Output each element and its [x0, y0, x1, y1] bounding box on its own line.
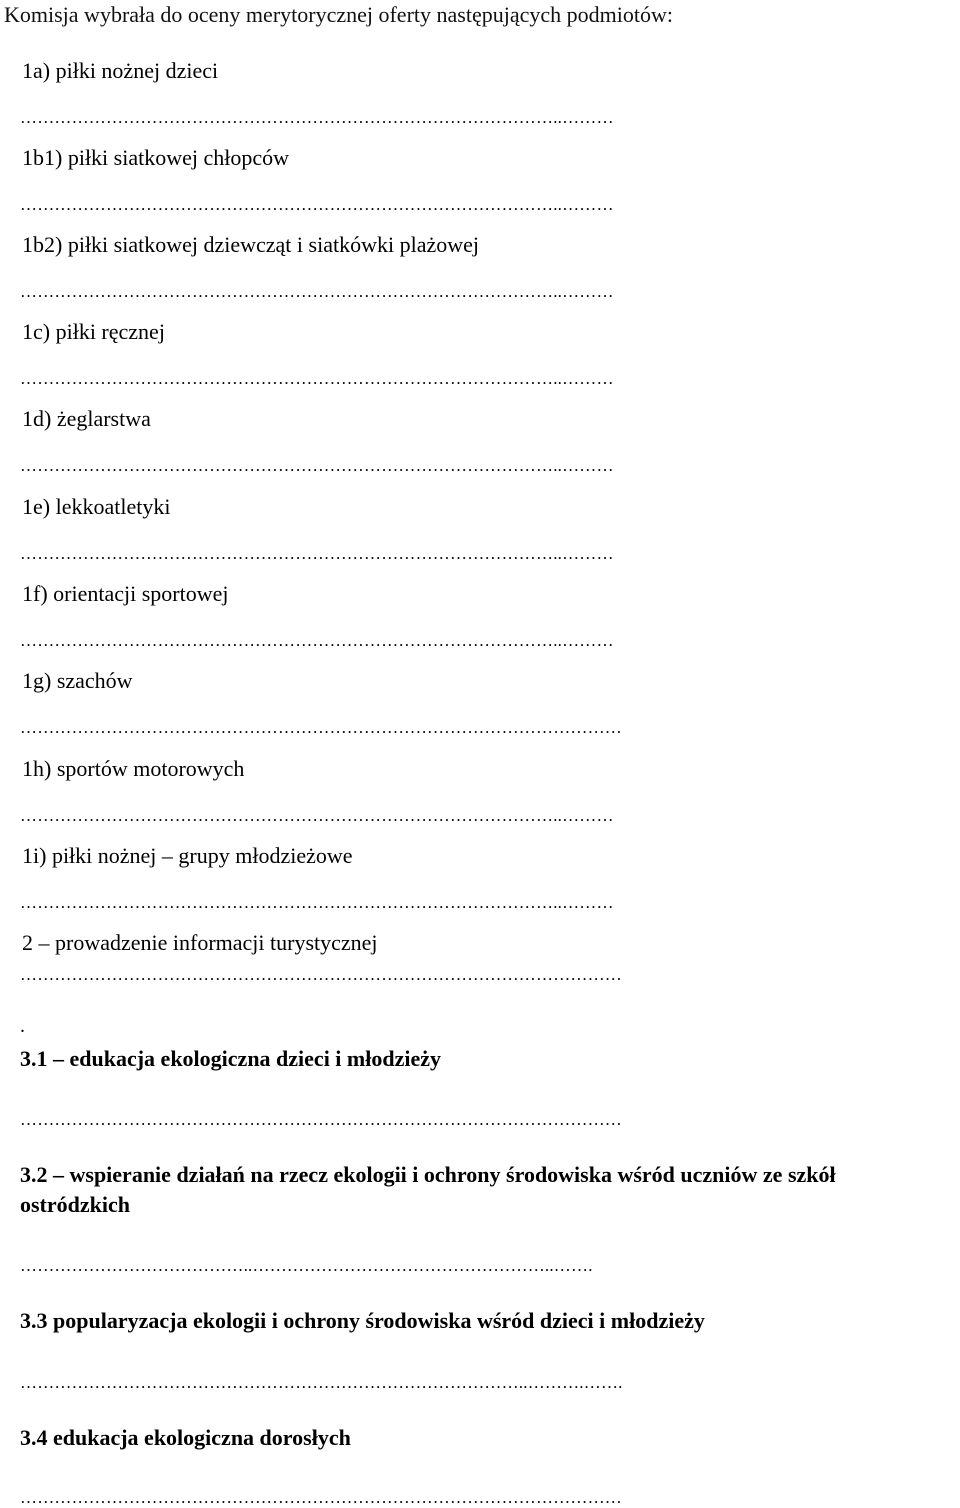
section-3-3-dots: ……………………………………………………………………………..……….…….	[20, 1373, 623, 1392]
item-dots-1g: ……………………………………………………………………………………………	[20, 718, 622, 737]
item-dots-1b1: …………………………………………………………………………………..………	[20, 195, 614, 214]
section-3-4-dots: ……………………………………………………………………………………………	[20, 1488, 622, 1507]
item-dots-1e: …………………………………………………………………………………..………	[20, 544, 614, 563]
item-label-1f: 1f) orientacji sportowej	[22, 581, 229, 606]
item-dots-1h: …………………………………………………………………………………..………	[20, 806, 614, 825]
section-2-dots: ……………………………………………………………………………………………	[20, 965, 622, 984]
section-3-2-label: 3.2 – wspieranie działań na rzecz ekologii i ochrony środowiska wśród uczniów ze szkół	[20, 1162, 836, 1187]
section-3-2-label-cont: ostródzkich	[20, 1192, 130, 1217]
item-label-1g: 1g) szachów	[22, 668, 133, 693]
section-2-label: 2 – prowadzenie informacji turystycznej	[22, 930, 378, 955]
section-3-2-dots: …………………………………..……………………………………………..…….	[20, 1256, 593, 1275]
item-dots-1i: …………………………………………………………………………………..………	[20, 893, 614, 912]
item-label-1c: 1c) piłki ręcznej	[22, 319, 165, 344]
section-3-4-label: 3.4 edukacja ekologiczna dorosłych	[20, 1425, 351, 1450]
item-label-1a: 1a) piłki nożnej dzieci	[22, 58, 219, 83]
section-3-1-label: 3.1 – edukacja ekologiczna dzieci i młodzieży	[20, 1046, 441, 1071]
item-label-1h: 1h) sportów motorowych	[22, 756, 245, 781]
item-dots-1d: …………………………………………………………………………………..………	[20, 456, 614, 475]
item-label-1b1: 1b1) piłki siatkowej chłopców	[22, 145, 290, 170]
section-2-dot-end: .	[20, 1015, 25, 1037]
item-dots-1b2: …………………………………………………………………………………..………	[20, 282, 614, 301]
section-3-1-dots: ……………………………………………………………………………………………	[20, 1110, 622, 1129]
item-dots-1a: …………………………………………………………………………………..………	[20, 108, 614, 127]
intro-text: Komisja wybrała do oceny merytorycznej oferty następujących podmiotów:	[4, 2, 673, 27]
item-label-1b2: 1b2) piłki siatkowej dziewcząt i siatkówki plażowej	[22, 232, 479, 257]
item-label-1e: 1e) lekkoatletyki	[22, 494, 171, 519]
section-3-3-label: 3.3 popularyzacja ekologii i ochrony środowiska wśród dzieci i młodzieży	[20, 1308, 705, 1333]
item-dots-1f: …………………………………………………………………………………..………	[20, 631, 614, 650]
item-dots-1c: …………………………………………………………………………………..………	[20, 369, 614, 388]
item-label-1i: 1i) piłki nożnej – grupy młodzieżowe	[22, 843, 353, 868]
item-label-1d: 1d) żeglarstwa	[22, 406, 151, 431]
